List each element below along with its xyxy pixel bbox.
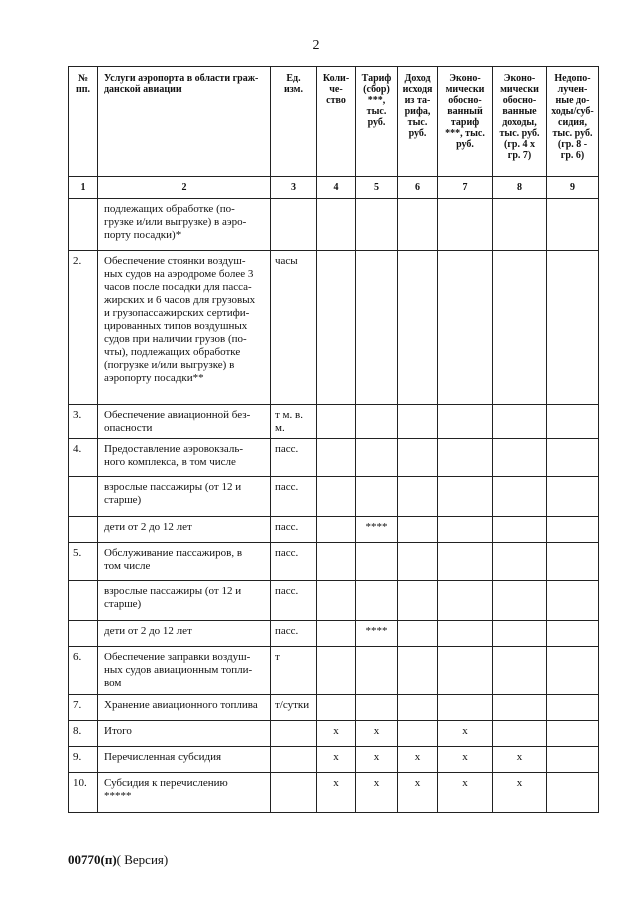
quantity-cell (317, 251, 356, 405)
column-number-row (69, 177, 599, 199)
table-row (69, 647, 599, 695)
quantity-cell (317, 621, 356, 647)
quantity-cell (317, 439, 356, 477)
subsidy-cell (547, 199, 599, 251)
row-number: 8. (69, 721, 98, 747)
column-number-4: 4 (317, 177, 356, 199)
justified-income-cell (493, 647, 547, 695)
justified-tariff-cell (438, 581, 493, 621)
quantity-cell (317, 517, 356, 543)
justified-tariff-cell (438, 199, 493, 251)
table-row (69, 405, 599, 439)
quantity-cell: x (317, 747, 356, 773)
unit-cell (271, 773, 317, 813)
justified-tariff-cell (438, 695, 493, 721)
column-header-8: Эконо- мически обосно- ванные доходы, тыс. руб. (гр. 4 х гр. 7) (493, 67, 547, 177)
service-name: Итого (98, 721, 271, 747)
row-number (69, 477, 98, 517)
row-number: 6. (69, 647, 98, 695)
column-header-4: Коли- че- ство (317, 67, 356, 177)
justified-income-cell (493, 251, 547, 405)
unit-cell: т м. в. м. (271, 405, 317, 439)
column-number-3: 3 (271, 177, 317, 199)
tariff-cell: x (356, 773, 398, 813)
services-table (68, 66, 599, 813)
unit-cell: т (271, 647, 317, 695)
income-cell (398, 543, 438, 581)
income-cell (398, 405, 438, 439)
column-header-1: № пп. (69, 67, 98, 177)
unit-cell: пасс. (271, 439, 317, 477)
tariff-cell: **** (356, 517, 398, 543)
income-cell (398, 621, 438, 647)
unit-cell: пасс. (271, 581, 317, 621)
justified-income-cell (493, 543, 547, 581)
justified-tariff-cell (438, 405, 493, 439)
justified-tariff-cell: x (438, 747, 493, 773)
table-row (69, 517, 599, 543)
service-name: взрослые пассажиры (от 12 и старше) (98, 477, 271, 517)
justified-tariff-cell (438, 621, 493, 647)
income-cell (398, 647, 438, 695)
justified-income-cell (493, 199, 547, 251)
row-number: 4. (69, 439, 98, 477)
table-row (69, 439, 599, 477)
justified-income-cell (493, 695, 547, 721)
unit-cell (271, 199, 317, 251)
table-row (69, 477, 599, 517)
justified-income-cell: x (493, 773, 547, 813)
subsidy-cell (547, 773, 599, 813)
service-name: дети от 2 до 12 лет (98, 621, 271, 647)
quantity-cell: x (317, 773, 356, 813)
service-name: Перечисленная субсидия (98, 747, 271, 773)
income-cell (398, 477, 438, 517)
justified-tariff-cell (438, 647, 493, 695)
tariff-cell (356, 199, 398, 251)
table-row (69, 773, 599, 813)
table-header-row (69, 67, 599, 177)
quantity-cell (317, 199, 356, 251)
justified-tariff-cell (438, 477, 493, 517)
quantity-cell (317, 581, 356, 621)
tariff-cell (356, 695, 398, 721)
document-code: 00770(п)( Версия) (68, 852, 169, 867)
table-row (69, 621, 599, 647)
income-cell: x (398, 747, 438, 773)
table-row (69, 199, 599, 251)
column-number-7: 7 (438, 177, 493, 199)
justified-income-cell (493, 721, 547, 747)
table-row (69, 747, 599, 773)
income-cell (398, 581, 438, 621)
justified-tariff-cell (438, 517, 493, 543)
income-cell: x (398, 773, 438, 813)
service-name: Предоставление аэровокзаль- ного комплекса, в том числе (98, 439, 271, 477)
service-name: Субсидия к перечислению ***** (98, 773, 271, 813)
table-row (69, 581, 599, 621)
quantity-cell: x (317, 721, 356, 747)
row-number: 2. (69, 251, 98, 405)
income-cell (398, 517, 438, 543)
table-row (69, 251, 599, 405)
tariff-cell (356, 543, 398, 581)
row-number: 3. (69, 405, 98, 439)
justified-tariff-cell (438, 251, 493, 405)
column-header-5: Тариф (сбор) ***, тыс. руб. (356, 67, 398, 177)
quantity-cell (317, 695, 356, 721)
quantity-cell (317, 405, 356, 439)
subsidy-cell (547, 405, 599, 439)
service-name: Хранение авиационного топлива (98, 695, 271, 721)
page-number: 2 (312, 38, 320, 53)
row-number (69, 199, 98, 251)
justified-income-cell (493, 405, 547, 439)
tariff-cell: x (356, 721, 398, 747)
tariff-cell (356, 405, 398, 439)
tariff-cell (356, 581, 398, 621)
quantity-cell (317, 543, 356, 581)
income-cell (398, 251, 438, 405)
row-number (69, 621, 98, 647)
quantity-cell (317, 647, 356, 695)
tariff-cell: **** (356, 621, 398, 647)
column-number-8: 8 (493, 177, 547, 199)
row-number: 5. (69, 543, 98, 581)
table-body (69, 199, 599, 813)
table-row (69, 695, 599, 721)
income-cell (398, 721, 438, 747)
subsidy-cell (547, 439, 599, 477)
subsidy-cell (547, 581, 599, 621)
justified-income-cell (493, 517, 547, 543)
column-number-5: 5 (356, 177, 398, 199)
tariff-cell (356, 477, 398, 517)
tariff-cell (356, 439, 398, 477)
tariff-cell (356, 251, 398, 405)
subsidy-cell (547, 621, 599, 647)
justified-income-cell (493, 581, 547, 621)
tariff-cell: x (356, 747, 398, 773)
subsidy-cell (547, 747, 599, 773)
subsidy-cell (547, 647, 599, 695)
column-number-6: 6 (398, 177, 438, 199)
justified-tariff-cell: x (438, 773, 493, 813)
subsidy-cell (547, 721, 599, 747)
table-row (69, 721, 599, 747)
service-name: Обеспечение авиационной без- опасности (98, 405, 271, 439)
row-number: 9. (69, 747, 98, 773)
unit-cell: пасс. (271, 477, 317, 517)
subsidy-cell (547, 477, 599, 517)
row-number: 10. (69, 773, 98, 813)
service-name: Обеспечение стоянки воздуш- ных судов на аэродроме более 3 часов после посадки для пасса- жирских и 6 часов для грузовых и грузопассажирских сертифи- цированных типов воздушных судов при наличии грузов (по- чты), подлежащих обработке (погрузке и/или выгрузке) в аэропорту посадки** (98, 251, 271, 405)
justified-tariff-cell: x (438, 721, 493, 747)
justified-tariff-cell (438, 439, 493, 477)
income-cell (398, 695, 438, 721)
justified-income-cell (493, 621, 547, 647)
unit-cell (271, 721, 317, 747)
justified-income-cell (493, 439, 547, 477)
subsidy-cell (547, 517, 599, 543)
justified-income-cell (493, 477, 547, 517)
quantity-cell (317, 477, 356, 517)
unit-cell: пасс. (271, 517, 317, 543)
service-name: дети от 2 до 12 лет (98, 517, 271, 543)
tariff-cell (356, 647, 398, 695)
table-row (69, 543, 599, 581)
income-cell (398, 439, 438, 477)
service-name: Обслуживание пассажиров, в том числе (98, 543, 271, 581)
income-cell (398, 199, 438, 251)
column-number-9: 9 (547, 177, 599, 199)
subsidy-cell (547, 251, 599, 405)
subsidy-cell (547, 695, 599, 721)
unit-cell: пасс. (271, 543, 317, 581)
service-name: подлежащих обработке (по- грузке и/или выгрузке) в аэро- порту посадки)* (98, 199, 271, 251)
column-header-7: Эконо- мически обосно- ванный тариф ***, тыс. руб. (438, 67, 493, 177)
service-name: взрослые пассажиры (от 12 и старше) (98, 581, 271, 621)
row-number (69, 517, 98, 543)
column-header-2: Услуги аэропорта в области граж- данской авиации (98, 67, 271, 177)
unit-cell: т/сутки (271, 695, 317, 721)
subsidy-cell (547, 543, 599, 581)
justified-tariff-cell (438, 543, 493, 581)
column-header-9: Недопо- лучен- ные до- ходы/суб- сидия, тыс. руб. (гр. 8 - гр. 6) (547, 67, 599, 177)
column-number-2: 2 (98, 177, 271, 199)
column-header-6: Доход исходя из та- рифа, тыс. руб. (398, 67, 438, 177)
row-number: 7. (69, 695, 98, 721)
service-name: Обеспечение заправки воздуш- ных судов авиационным топли- вом (98, 647, 271, 695)
justified-income-cell: x (493, 747, 547, 773)
unit-cell (271, 747, 317, 773)
unit-cell: пасс. (271, 621, 317, 647)
column-header-3: Ед. изм. (271, 67, 317, 177)
row-number (69, 581, 98, 621)
unit-cell: часы (271, 251, 317, 405)
column-number-1: 1 (69, 177, 98, 199)
